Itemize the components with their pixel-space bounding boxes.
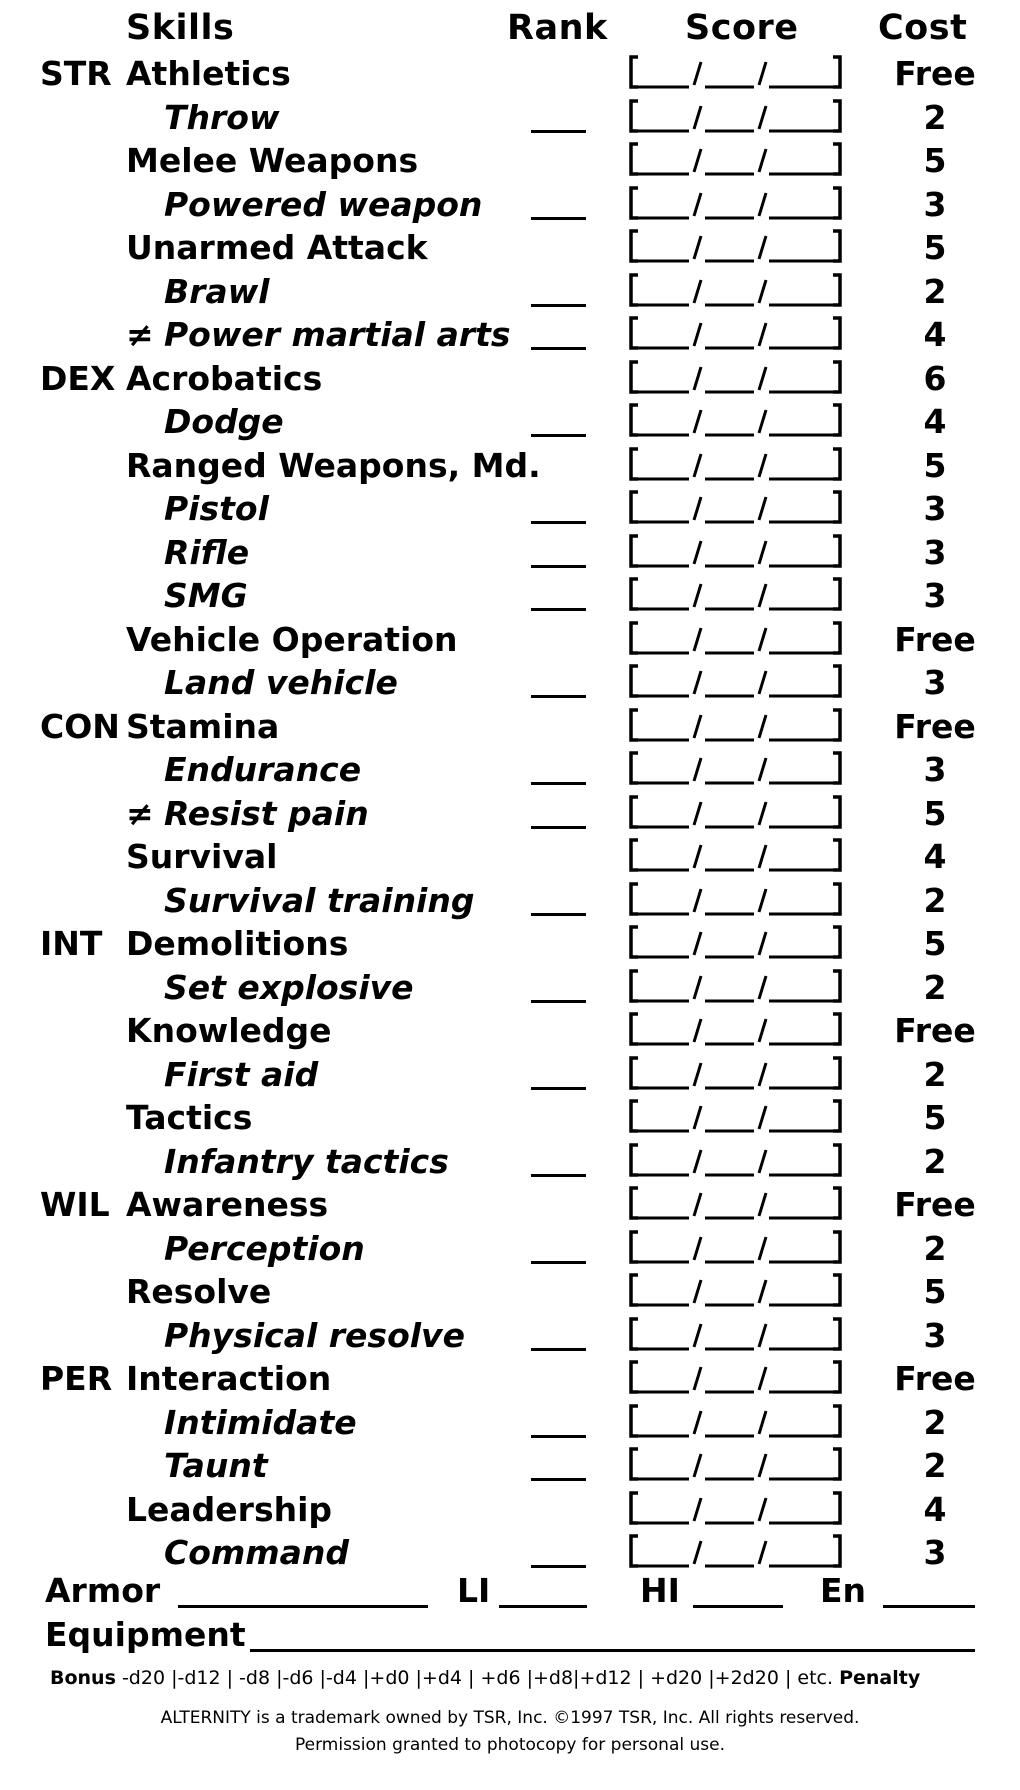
score-field[interactable] bbox=[628, 228, 850, 264]
score-field[interactable] bbox=[628, 968, 850, 1004]
rank-field[interactable] bbox=[531, 304, 586, 307]
skill-cost: 5 bbox=[923, 924, 947, 963]
skill-row bbox=[0, 357, 1020, 400]
rank-field[interactable] bbox=[531, 913, 586, 916]
score-field[interactable] bbox=[628, 837, 850, 873]
bonus-steps: -d20 |-d12 | -d8 |-d6 |-d4 |+d0 |+d4 | +d6 |+d8|+d12 | +d20 |+2d20 | etc. bbox=[121, 1667, 834, 1689]
skill-cost: 5 bbox=[923, 793, 947, 833]
skill-row bbox=[0, 1227, 1020, 1270]
specialty-skill-name: Perception bbox=[164, 1228, 365, 1268]
ability-abbreviation: DEX bbox=[40, 358, 116, 398]
rank-field[interactable] bbox=[531, 1000, 586, 1003]
specialty-skill-name: Powered weapon bbox=[164, 184, 483, 224]
skill-row bbox=[0, 400, 1020, 443]
score-field[interactable] bbox=[628, 576, 850, 612]
score-field[interactable] bbox=[628, 924, 850, 960]
score-field[interactable] bbox=[628, 315, 850, 351]
rank-field[interactable] bbox=[531, 1435, 586, 1438]
score-field[interactable] bbox=[628, 1229, 850, 1265]
score-field[interactable] bbox=[628, 1359, 850, 1395]
not-equal-marker: ≠ bbox=[126, 793, 154, 833]
skill-cost: 3 bbox=[923, 1533, 947, 1572]
skill-cost: 4 bbox=[923, 837, 947, 876]
skill-row bbox=[0, 1009, 1020, 1052]
broad-skill-name: Tactics bbox=[126, 1098, 253, 1137]
armor-field[interactable] bbox=[178, 1605, 428, 1608]
skill-row bbox=[0, 1314, 1020, 1357]
specialty-skill-name: Command bbox=[164, 1533, 350, 1572]
rank-field[interactable] bbox=[531, 782, 586, 785]
specialty-skill-name: Resist pain bbox=[164, 793, 369, 833]
broad-skill-name: Resolve bbox=[126, 1272, 272, 1311]
penalty-label: Penalty bbox=[839, 1667, 921, 1689]
skill-row bbox=[0, 1140, 1020, 1183]
li-field[interactable] bbox=[499, 1605, 587, 1608]
broad-skill-name: Stamina bbox=[126, 706, 280, 746]
skill-row bbox=[0, 879, 1020, 922]
broad-skill-name: Demolitions bbox=[126, 924, 349, 963]
skill-row bbox=[0, 922, 1020, 965]
skill-cost: 3 bbox=[923, 750, 947, 789]
ability-abbreviation: WIL bbox=[40, 1185, 110, 1224]
skill-cost: 2 bbox=[923, 271, 947, 311]
specialty-skill-name: Physical resolve bbox=[164, 1315, 465, 1355]
skill-row bbox=[0, 531, 1020, 574]
score-field[interactable] bbox=[628, 1272, 850, 1308]
skill-cost: Free bbox=[894, 1359, 976, 1398]
broad-skill-name: Leadership bbox=[126, 1489, 333, 1529]
skill-cost: 2 bbox=[923, 1228, 947, 1268]
skill-row bbox=[0, 487, 1020, 530]
skill-row bbox=[0, 139, 1020, 182]
skill-row bbox=[0, 705, 1020, 748]
broad-skill-name: Survival bbox=[126, 837, 278, 876]
rank-field[interactable] bbox=[531, 565, 586, 568]
rank-field[interactable] bbox=[531, 1478, 586, 1481]
specialty-skill-name: Throw bbox=[164, 97, 280, 137]
skill-row bbox=[0, 444, 1020, 487]
specialty-skill-name: Set explosive bbox=[164, 967, 414, 1007]
score-field[interactable] bbox=[628, 794, 850, 830]
skill-cost: 3 bbox=[923, 576, 947, 615]
score-field[interactable] bbox=[628, 1055, 850, 1091]
broad-skill-name: Acrobatics bbox=[126, 358, 323, 398]
skill-row bbox=[0, 226, 1020, 269]
skill-cost: 5 bbox=[923, 1272, 947, 1311]
skill-cost: 2 bbox=[923, 1446, 947, 1485]
skill-cost: 2 bbox=[923, 1141, 947, 1181]
bonus-label: Bonus bbox=[50, 1667, 116, 1689]
skill-cost: 4 bbox=[923, 1489, 947, 1529]
score-field[interactable] bbox=[628, 1490, 850, 1526]
rank-field[interactable] bbox=[531, 608, 586, 611]
ability-abbreviation: CON bbox=[40, 706, 120, 746]
score-field[interactable] bbox=[628, 446, 850, 482]
score-field[interactable] bbox=[628, 1533, 850, 1569]
skill-cost: 3 bbox=[923, 489, 947, 528]
equipment-label: Equipment bbox=[45, 1615, 246, 1654]
skill-row bbox=[0, 1096, 1020, 1139]
score-header: Score bbox=[685, 8, 799, 48]
not-equal-marker: ≠ bbox=[126, 315, 154, 354]
score-field[interactable] bbox=[628, 1011, 850, 1047]
skill-cost: 2 bbox=[923, 1054, 947, 1094]
skill-cost: 4 bbox=[923, 402, 947, 441]
rank-field[interactable] bbox=[531, 826, 586, 829]
score-field[interactable] bbox=[628, 185, 850, 221]
skill-cost: 6 bbox=[923, 358, 947, 398]
skill-row bbox=[0, 1401, 1020, 1444]
score-field[interactable] bbox=[628, 533, 850, 569]
skill-row bbox=[0, 618, 1020, 661]
rank-field[interactable] bbox=[531, 1261, 586, 1264]
broad-skill-name: Knowledge bbox=[126, 1011, 332, 1050]
bonus-penalty-line bbox=[50, 1667, 980, 1689]
specialty-skill-name: Endurance bbox=[164, 750, 362, 789]
skill-cost: 5 bbox=[923, 1098, 947, 1137]
specialty-skill-name: Dodge bbox=[164, 402, 284, 441]
skill-cost: 2 bbox=[923, 880, 947, 920]
skill-cost: Free bbox=[894, 1011, 976, 1050]
skill-row bbox=[0, 1444, 1020, 1487]
rank-field[interactable] bbox=[531, 1348, 586, 1351]
en-field[interactable] bbox=[883, 1605, 975, 1608]
skill-cost: Free bbox=[894, 54, 976, 93]
skill-row bbox=[0, 1531, 1020, 1574]
skill-cost: 4 bbox=[923, 315, 947, 354]
score-field[interactable] bbox=[628, 1142, 850, 1178]
broad-skill-name: Unarmed Attack bbox=[126, 228, 428, 267]
score-field[interactable] bbox=[628, 359, 850, 395]
broad-skill-name: Interaction bbox=[126, 1359, 332, 1398]
score-field[interactable] bbox=[628, 1446, 850, 1482]
specialty-skill-name: Land vehicle bbox=[164, 663, 398, 702]
skill-row bbox=[0, 52, 1020, 95]
ability-abbreviation: INT bbox=[40, 924, 103, 963]
trademark-notice: ALTERNITY is a trademark owned by TSR, Inc. ©1997 TSR, Inc. All rights reserved. bbox=[160, 1708, 860, 1728]
ability-abbreviation: STR bbox=[40, 54, 112, 93]
armor-label: Armor bbox=[45, 1571, 161, 1610]
score-field[interactable] bbox=[628, 54, 850, 90]
skill-row bbox=[0, 966, 1020, 1009]
skill-cost: 2 bbox=[923, 1402, 947, 1442]
skill-cost: 5 bbox=[923, 445, 947, 485]
specialty-skill-name: Taunt bbox=[164, 1446, 268, 1485]
score-field[interactable] bbox=[628, 1098, 850, 1134]
specialty-skill-name: Infantry tactics bbox=[164, 1141, 449, 1181]
specialty-skill-name: Power martial arts bbox=[164, 315, 511, 354]
score-field[interactable] bbox=[628, 663, 850, 699]
skill-cost: Free bbox=[894, 706, 976, 746]
score-field[interactable] bbox=[628, 402, 850, 438]
rank-field[interactable] bbox=[531, 1087, 586, 1090]
skill-row bbox=[0, 1357, 1020, 1400]
skill-row bbox=[0, 574, 1020, 617]
rank-header: Rank bbox=[507, 8, 608, 48]
score-field[interactable] bbox=[628, 750, 850, 786]
equipment-line bbox=[45, 1615, 985, 1659]
score-field[interactable] bbox=[628, 489, 850, 525]
specialty-skill-name: First aid bbox=[164, 1054, 319, 1094]
specialty-skill-name: Survival training bbox=[164, 880, 475, 920]
rank-field[interactable] bbox=[531, 695, 586, 698]
en-label: En bbox=[820, 1571, 867, 1610]
rank-field[interactable] bbox=[531, 347, 586, 350]
armor-line bbox=[45, 1571, 985, 1615]
ability-abbreviation: PER bbox=[40, 1359, 113, 1398]
score-field[interactable] bbox=[628, 98, 850, 134]
rank-field[interactable] bbox=[531, 1565, 586, 1568]
specialty-skill-name: SMG bbox=[164, 576, 248, 615]
li-label: LI bbox=[457, 1571, 491, 1610]
skill-row bbox=[0, 1488, 1020, 1531]
skills-header: Skills bbox=[126, 8, 235, 48]
skill-cost: 5 bbox=[923, 228, 947, 267]
broad-skill-name: Vehicle Operation bbox=[126, 619, 458, 659]
skill-row bbox=[0, 96, 1020, 139]
skill-row bbox=[0, 748, 1020, 791]
permission-notice: Permission granted to photocopy for personal use. bbox=[295, 1735, 725, 1755]
specialty-skill-name: Brawl bbox=[164, 271, 270, 311]
skill-row bbox=[0, 1183, 1020, 1226]
score-field[interactable] bbox=[628, 1185, 850, 1221]
equipment-field[interactable] bbox=[250, 1649, 975, 1652]
specialty-skill-name: Intimidate bbox=[164, 1402, 357, 1442]
skill-row bbox=[0, 1270, 1020, 1313]
skill-cost: Free bbox=[894, 619, 976, 659]
skill-cost: 3 bbox=[923, 663, 947, 702]
skill-cost: 5 bbox=[923, 141, 947, 180]
score-field[interactable] bbox=[628, 707, 850, 743]
rank-field[interactable] bbox=[531, 1174, 586, 1177]
broad-skill-name: Ranged Weapons, Md. bbox=[126, 445, 541, 485]
cost-header: Cost bbox=[878, 8, 968, 48]
score-field[interactable] bbox=[628, 141, 850, 177]
broad-skill-name: Melee Weapons bbox=[126, 141, 419, 180]
specialty-skill-name: Rifle bbox=[164, 532, 250, 572]
skill-cost: Free bbox=[894, 1185, 976, 1224]
rank-field[interactable] bbox=[531, 130, 586, 133]
score-field[interactable] bbox=[628, 1403, 850, 1439]
broad-skill-name: Athletics bbox=[126, 54, 291, 93]
hi-label: HI bbox=[640, 1571, 680, 1610]
skill-cost: 3 bbox=[923, 1315, 947, 1355]
skill-row bbox=[0, 661, 1020, 704]
rank-field[interactable] bbox=[531, 434, 586, 437]
skill-row bbox=[0, 835, 1020, 878]
score-field[interactable] bbox=[628, 620, 850, 656]
score-field[interactable] bbox=[628, 881, 850, 917]
score-field[interactable] bbox=[628, 1316, 850, 1352]
rank-field[interactable] bbox=[531, 521, 586, 524]
skill-cost: 3 bbox=[923, 184, 947, 224]
skill-row bbox=[0, 270, 1020, 313]
hi-field[interactable] bbox=[693, 1605, 783, 1608]
broad-skill-name: Awareness bbox=[126, 1185, 329, 1224]
skill-row bbox=[0, 792, 1020, 835]
skill-cost: 3 bbox=[923, 532, 947, 572]
rank-field[interactable] bbox=[531, 217, 586, 220]
skill-cost: 2 bbox=[923, 967, 947, 1007]
score-field[interactable] bbox=[628, 272, 850, 308]
skill-row bbox=[0, 313, 1020, 356]
skill-cost: 2 bbox=[923, 97, 947, 137]
skill-row bbox=[0, 1053, 1020, 1096]
specialty-skill-name: Pistol bbox=[164, 489, 269, 528]
skill-row bbox=[0, 183, 1020, 226]
